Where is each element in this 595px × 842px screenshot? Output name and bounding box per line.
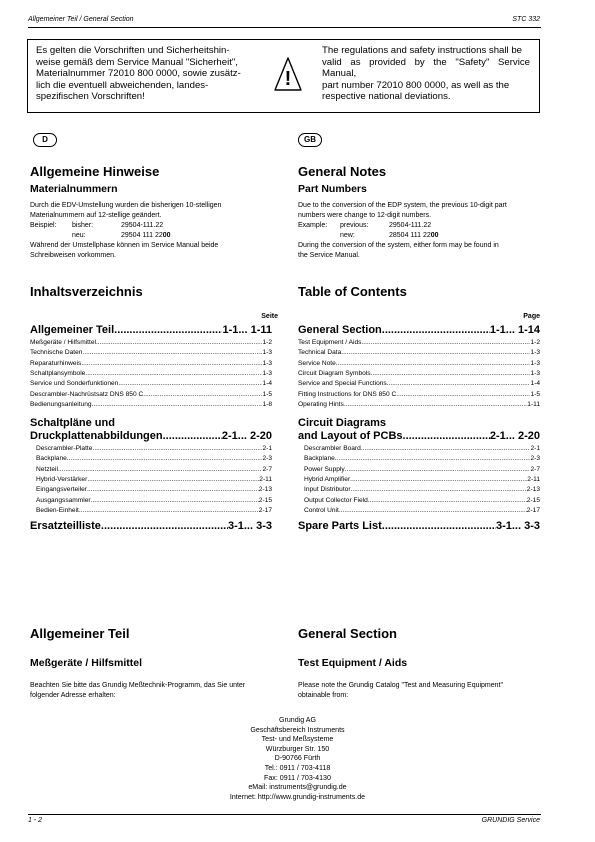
en-toc-item-page: 1-3 — [530, 349, 540, 357]
de-toc-item-label: Technische Daten — [30, 349, 83, 357]
en-general-notes-title: General Notes — [298, 164, 387, 179]
en-toc-item — [298, 339, 540, 346]
en-after-line: the Service Manual. — [298, 252, 360, 259]
en-toc-item-label: Backplane — [304, 455, 335, 463]
en-toc-group-2-line1 — [298, 417, 386, 429]
address-line: Geschäftsbereich Instruments — [250, 725, 345, 734]
de-toc-item — [36, 486, 272, 493]
address-line: Fax: 0911 / 703-4130 — [264, 773, 331, 782]
en-section-subtitle: Test Equipment / Aids — [298, 657, 408, 669]
en-toc-item-label: Output Collector Field — [304, 496, 368, 504]
en-toc-item-label: Circuit Diagram Symbols — [298, 369, 371, 377]
de-section-line: Beachten Sie bitte das Grundig Meßtechnik-Programm, das Sie unter — [30, 682, 246, 689]
en-toc-item — [304, 486, 540, 493]
de-section-title: Allgemeiner Teil — [30, 626, 130, 641]
de-toc-item — [36, 466, 272, 473]
en-toc-item-label: Power Supply — [304, 465, 345, 473]
warning-triangle-icon — [273, 56, 303, 92]
de-part-numbers-heading: Materialnummern — [30, 183, 118, 195]
warning-en-line: valid as provided by the "Safety" Service Manual, — [322, 56, 530, 80]
de-toc-group-3-label: Ersatzteilliste — [30, 520, 101, 532]
de-toc-group-2-line1-text: Schaltpläne und — [30, 417, 115, 429]
en-toc-item-page: 2-15 — [526, 496, 540, 504]
en-part-line: numbers were change to 12-digit numbers. — [298, 212, 432, 219]
warning-en-line: respective national deviations. — [322, 91, 451, 103]
en-toc-group-2-pages: 2-1... 2-20 — [489, 430, 540, 442]
en-toc-item-page: 1-11 — [527, 400, 540, 408]
en-toc-item — [304, 445, 540, 452]
de-after-line: Während der Umstellphase können im Service Manual beide — [30, 242, 219, 249]
en-toc-item-page: 1-2 — [530, 339, 540, 346]
contact-address — [0, 716, 595, 802]
warning-de-line: lich die eventuell abweichenden, landes- — [36, 79, 209, 91]
en-toc-item — [298, 391, 540, 398]
en-toc-item-label: Control Unit — [304, 506, 339, 514]
en-example-new-value: 28504 111 22 — [389, 232, 431, 239]
en-section-text — [298, 681, 503, 701]
warning-de-line: Es gelten die Vorschriften und Sicherheitshin- — [36, 45, 230, 56]
en-toc-item — [304, 497, 540, 504]
de-toc-item — [36, 497, 272, 504]
en-toc-item — [298, 360, 540, 367]
warning-exclamation: ! — [284, 68, 292, 90]
de-example-new-value: 29504 111 22 — [121, 232, 163, 239]
de-part-numbers-text — [30, 201, 282, 261]
en-toc-title: Table of Contents — [298, 284, 407, 299]
de-toc-item-page: .1-3 — [260, 349, 272, 357]
de-toc-group-3 — [30, 520, 272, 532]
de-example-row-2 — [30, 231, 282, 241]
en-toc-item — [304, 466, 540, 473]
language-badge-de: D — [33, 133, 57, 147]
de-toc-group-2-pages: 2-1... 2-20 — [221, 430, 272, 442]
en-toc-item-page: 1-3 — [530, 369, 540, 377]
en-toc-item-label: Service Note — [298, 359, 336, 367]
en-toc-item — [304, 476, 540, 483]
de-toc-item-label: Eingangsverteiler — [36, 486, 87, 494]
footer-brand: GRUNDIG Service — [481, 817, 540, 824]
warning-de-line: Materialnummer 72010 800 0000, sowie zusätz- — [36, 68, 241, 80]
de-toc-group-1-label: Allgemeiner Teil — [30, 324, 115, 336]
de-toc-item-page: 1-2 — [262, 339, 272, 346]
en-toc-item-page: 2-1 — [530, 445, 540, 452]
de-toc-group-3-pages: 3-1... 3-3 — [227, 520, 272, 532]
de-example-new-suffix: 00 — [162, 232, 171, 239]
de-toc-item — [36, 476, 272, 483]
de-after-line: Schreibweisen vorkommen. — [30, 252, 116, 259]
de-toc-item — [30, 401, 272, 408]
en-section-line: Please note the Grundig Catalog "Test and Measuring Equipment" — [298, 682, 503, 689]
de-toc-item — [30, 370, 272, 377]
warning-text-de — [36, 45, 268, 103]
en-part-numbers-heading: Part Numbers — [298, 183, 367, 195]
en-example-new-suffix: 00 — [430, 232, 439, 239]
en-part-line: Due to the conversion of the EDP system, the previous 10-digit part — [298, 202, 507, 209]
en-toc-item — [298, 401, 540, 408]
de-toc-item-page: 2-1 — [262, 445, 272, 452]
en-toc-group-3 — [298, 520, 540, 532]
de-section-text — [30, 681, 245, 701]
de-toc-item-label: Netzteil — [36, 465, 58, 473]
en-toc-item-label: Technical Data — [298, 349, 342, 357]
en-toc-group-1-label: General Section — [298, 324, 382, 336]
de-toc-item-page: 2-7 — [262, 465, 272, 473]
en-section-line: obtainable from: — [298, 692, 349, 699]
en-example-previous-label: previous: — [340, 222, 369, 229]
de-part-line: Durch die EDV-Umstellung wurden die bisherigen 10-stelligen — [30, 202, 222, 209]
en-example-new-label: new: — [340, 232, 355, 239]
en-toc-item-page: 1-4 — [530, 380, 540, 388]
en-part-numbers-text — [298, 201, 550, 261]
en-toc-item-page: 1-3 — [530, 359, 540, 367]
de-toc-item-label: Schaltplansymbole — [30, 369, 86, 377]
en-after-line: During the conversion of the system, either form may be found in — [298, 242, 499, 249]
de-toc-item-label: Bedienungsanleitung — [30, 400, 92, 408]
de-toc-item-page: 2-15 — [258, 496, 272, 504]
en-toc-item-label: Hybrid Amplifier — [304, 475, 351, 483]
en-section-title: General Section — [298, 626, 397, 641]
address-line: Grundig AG — [278, 716, 317, 724]
warning-en-line: part number 72010 800 0000, as well as the — [322, 79, 510, 91]
de-toc-group-2-label: Druckplattenabbildungen — [30, 430, 163, 442]
header-rule — [28, 27, 541, 28]
de-toc-item — [36, 455, 272, 462]
de-toc-page-label: Seite — [261, 313, 278, 320]
en-toc-item-page: 2-17 — [526, 506, 540, 514]
de-example-row-1 — [30, 221, 282, 231]
en-toc-item-label: Operating Hints — [298, 400, 344, 408]
en-toc-item-page: 1-5 — [530, 390, 540, 398]
address-line: Tel.: 0911 / 703-4118 — [264, 763, 331, 772]
de-toc-item-label: Bedien-Einheit — [36, 506, 79, 514]
warning-en-line: The regulations and safety instructions shall be — [322, 45, 522, 56]
de-toc-item-label: Descrambler-Nachrüstsatz DNS 850 C — [30, 390, 144, 398]
en-toc-item — [298, 349, 540, 356]
en-toc-item-page: 2-3 — [530, 455, 540, 463]
de-section-subtitle: Meßgeräte / Hilfsmittel — [30, 657, 143, 669]
en-toc-item-page: 2-13 — [526, 486, 540, 494]
warning-text-en — [322, 45, 530, 103]
header-section-title: Allgemeiner Teil / General Section — [28, 16, 134, 23]
de-toc-group-1 — [30, 324, 272, 336]
footer-rule — [28, 814, 541, 815]
address-line: Würzburger Str. 150 — [265, 744, 330, 753]
de-toc-item-label: Service und Sonderfunktionen — [30, 380, 119, 388]
en-toc-item-label: Descrambler Board — [304, 445, 361, 452]
de-toc-item-page: 1-8 — [262, 400, 272, 408]
en-toc-group-1-pages: 1-1... 1-14 — [489, 324, 540, 336]
address-website: Internet: http://www.grundig-instruments.de — [229, 792, 366, 801]
de-toc-item-label: Hybrid-Verstärker — [36, 475, 88, 483]
de-toc-item-label: Reparaturhinweis — [30, 359, 82, 367]
en-toc-item — [298, 380, 540, 387]
en-example-label: Example: — [298, 222, 328, 229]
en-toc-item — [304, 507, 540, 514]
de-toc-item-page: 1-5 — [262, 390, 272, 398]
header-model: STC 332 — [512, 16, 540, 23]
en-toc-item-label: Input Distributor — [304, 486, 351, 494]
de-toc-item-label: Backplane — [36, 455, 67, 463]
address-line: D-90766 Fürth — [274, 754, 321, 763]
de-toc-group-1-pages: 1-1... 1-11 — [222, 324, 272, 336]
en-toc-item-label: Test Equipment / Aids — [298, 339, 362, 346]
de-toc-title: Inhaltsverzeichnis — [30, 284, 143, 299]
language-badge-gb: GB — [298, 133, 322, 147]
de-toc-item — [30, 349, 272, 356]
de-toc-item — [36, 507, 272, 514]
de-toc-item-page: 2-17 — [258, 506, 272, 514]
warning-de-line: weise gemäß dem Service Manual "Sicherheit", — [36, 56, 238, 68]
en-toc-group-3-pages: 3-1... 3-3 — [495, 520, 540, 532]
en-example-row-2 — [298, 231, 550, 241]
en-toc-group-3-label: Spare Parts List — [298, 520, 382, 532]
warning-de-line: spezifischen Vorschriften! — [36, 91, 145, 103]
de-example-label: Beispiel: — [30, 222, 57, 229]
de-part-line: Materialnummern auf 12-stellige geändert. — [30, 212, 162, 219]
de-toc-group-2 — [30, 430, 272, 442]
de-toc-item — [30, 339, 272, 346]
en-toc-item — [304, 455, 540, 462]
en-toc-group-2-label: and Layout of PCBs — [298, 430, 403, 442]
de-toc-item-label: Ausgangssammler — [36, 496, 91, 504]
en-toc-group-2 — [298, 430, 540, 442]
de-toc-item-page: 1-4 — [262, 380, 272, 388]
address-email: eMail: instruments@grundig.de — [248, 783, 347, 792]
en-toc-item-page: 2-11 — [527, 475, 540, 483]
en-toc-group-1 — [298, 324, 540, 336]
de-toc-item-label: Descrambler-Platte — [36, 445, 93, 452]
footer-page-number: 1 - 2 — [28, 817, 43, 824]
de-general-notes-title: Allgemeine Hinweise — [30, 164, 160, 179]
de-toc-item — [30, 380, 272, 387]
address-line: Test- und Meßsysteme — [261, 735, 334, 744]
en-toc-item-label: Service and Special Functions — [298, 380, 387, 388]
de-toc-item-label: Meßgeräte / Hilfsmittel — [30, 339, 96, 346]
de-section-line: folgender Adresse erhalten: — [30, 692, 116, 699]
de-toc-item — [30, 360, 272, 367]
en-toc-item-label: Fitting Instructions for DNS 850 C — [298, 390, 397, 398]
en-example-row-1 — [298, 221, 550, 231]
de-example-previous-value: 29504-111.22 — [121, 222, 164, 229]
en-toc-item-page: 2-7 — [530, 465, 540, 473]
en-toc-page-label: Page — [523, 313, 540, 320]
en-example-previous-value: 29504-111.22 — [389, 222, 432, 229]
de-toc-item-page: 2-13 — [258, 486, 272, 494]
de-toc-item — [30, 391, 272, 398]
de-toc-item — [36, 445, 272, 452]
en-toc-group-2-line1-text: Circuit Diagrams — [298, 417, 387, 429]
de-toc-item-page: 2-11 — [259, 475, 272, 483]
de-toc-item-page: 1-3 — [262, 369, 272, 377]
de-toc-group-2-line1 — [30, 417, 115, 429]
de-toc-item-page: 2-3 — [262, 455, 272, 463]
de-example-new-label: neu: — [72, 232, 86, 239]
en-toc-item — [298, 370, 540, 377]
de-toc-item-page: 1-3 — [262, 359, 272, 367]
de-example-previous-label: bisher: — [72, 222, 94, 229]
